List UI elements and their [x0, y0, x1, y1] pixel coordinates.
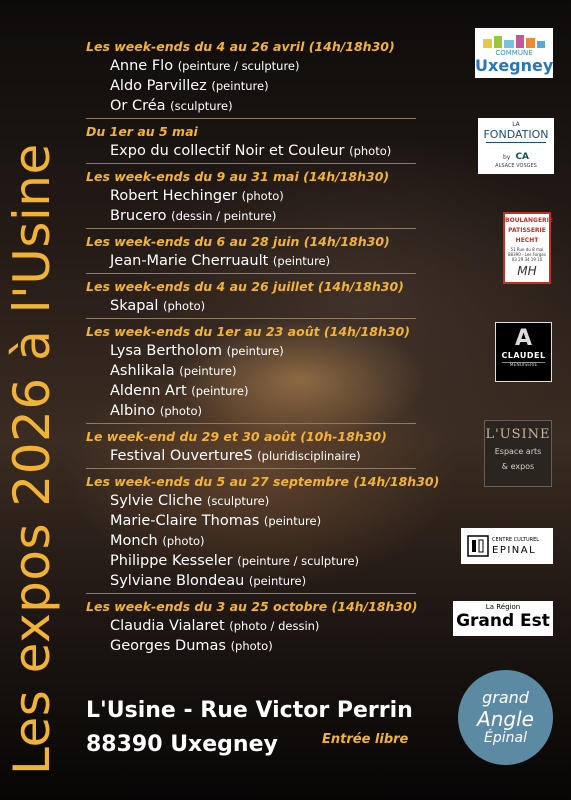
artist-medium: (photo): [230, 639, 273, 653]
artist-medium: (photo): [159, 404, 203, 418]
artist-name: Lysa Bertholom: [110, 343, 222, 359]
boulangerie-hecht-logo: [503, 212, 554, 284]
section-octobre: [86, 598, 456, 656]
claudel-menuiserie-logo: [495, 322, 552, 382]
artist-entry: [110, 446, 456, 466]
artist-medium: (peinture / sculpture): [237, 554, 360, 568]
artist-entry: [110, 491, 456, 511]
artist-name: Robert Hechinger: [110, 188, 237, 204]
section-heading: Du 1er au 5 mai: [86, 124, 198, 139]
uxegney-logo: [475, 28, 553, 78]
village-roofs-icon: [481, 32, 547, 48]
section-heading: Les week-ends du 5 au 27 septembre (14h/18h30): [86, 474, 440, 489]
artist-name: Anne Flo: [110, 58, 174, 74]
artist-medium: (peinture): [263, 514, 322, 528]
usine-sub2: & expos: [501, 462, 535, 471]
artist-entry: [110, 571, 456, 591]
artist-name: Monch: [110, 533, 158, 549]
fondation-by: by: [502, 154, 511, 161]
artist-medium: (photo): [162, 534, 205, 548]
artist-name: Ashlikala: [110, 363, 175, 379]
artist-name: Aldo Parvillez: [110, 78, 207, 94]
divider: [86, 273, 416, 274]
usine-name: L'USINE: [485, 427, 551, 442]
artist-name: Brucero: [110, 208, 167, 224]
section-heading: Les week-ends du 1er au 23 août (14h/18h30): [86, 324, 410, 339]
artist-medium: (sculpture): [170, 99, 233, 113]
boulangerie-line3: HECHT: [515, 237, 539, 244]
artist-medium: (photo): [349, 144, 392, 158]
section-avril: [86, 38, 456, 116]
artist-medium: (peinture): [248, 574, 307, 588]
grand-angle-l3: Épinal: [484, 730, 527, 746]
free-entry-note: Entrée libre: [322, 732, 409, 747]
divider: [86, 228, 416, 229]
artist-name: Claudia Vialaret: [110, 618, 225, 634]
boulangerie-signature: MH: [517, 264, 537, 278]
fondation-ca-logo: [478, 118, 554, 174]
section-heading: Les week-ends du 4 au 26 avril (14h/18h30): [86, 39, 395, 54]
fondation-sub: ALSACE VOSGES: [495, 163, 537, 169]
artist-name: Aldenn Art: [110, 383, 187, 399]
artist-medium: (peinture): [272, 254, 331, 268]
artist-medium: (peinture): [211, 79, 269, 93]
centre-culturel-epinal-logo: [461, 528, 553, 564]
region-grand-est-logo: [453, 601, 553, 636]
region-line1: La Région: [485, 603, 521, 611]
artist-entry: [110, 251, 456, 271]
venue-town: 88390 Uxegney: [86, 732, 278, 757]
section-septembre: [86, 473, 456, 591]
artist-entry: [110, 361, 456, 381]
boulangerie-line1: BOULANGERIE: [505, 217, 554, 224]
artist-entry: [110, 341, 456, 361]
section-heading: Le week-end du 29 et 30 août (10h-18h30): [86, 429, 387, 444]
boulangerie-line2: PATISSERIE: [508, 227, 546, 234]
grand-angle-epinal-logo: [458, 670, 553, 765]
artist-name: Jean-Marie Cherruault: [110, 253, 269, 269]
boulangerie-addr3: 03 29 34 19 10: [511, 257, 543, 262]
divider: [486, 142, 546, 143]
usine-logo: [484, 420, 552, 487]
claudel-sub: MENUISERIE: [502, 362, 545, 368]
artist-entry: [110, 511, 456, 531]
artist-name: Albino: [110, 403, 156, 419]
artist-name: Philippe Kesseler: [110, 553, 233, 569]
artist-entry: [110, 206, 456, 226]
fondation-la: LA: [512, 121, 520, 128]
artist-name: Skapal: [110, 298, 159, 314]
divider: [86, 593, 416, 594]
venue-address: L'Usine - Rue Victor Perrin: [86, 698, 413, 723]
credit-agricole-mark: CA: [515, 152, 530, 162]
artist-medium: (photo): [162, 299, 206, 313]
boulangerie-addr2: 88390 - Les Forges: [508, 252, 546, 257]
artist-entry: [110, 96, 456, 116]
uxegney-name: Uxegney: [475, 56, 554, 75]
artist-name: Sylvie Cliche: [110, 493, 203, 509]
uxegney-commune-label: COMMUNE: [495, 49, 533, 57]
artist-name: Festival OuvertureS: [110, 448, 253, 464]
artist-entry: [110, 186, 456, 206]
artist-name: Or Créa: [110, 98, 166, 114]
centre-line2: EPINAL: [492, 545, 537, 556]
artist-entry: [110, 56, 456, 76]
section-heading: Les week-ends du 9 au 31 mai (14h/18h30): [86, 169, 390, 184]
artist-name: Georges Dumas: [110, 638, 226, 654]
fondation-name: FONDATION: [483, 128, 549, 141]
vertical-title: Les expos 2026 à l'Usine: [3, 143, 61, 775]
section-juin: [86, 233, 456, 271]
artist-entry: [110, 141, 456, 161]
section-heading: Les week-ends du 4 au 26 juillet (14h/18h30): [86, 279, 404, 294]
artist-entry: [110, 401, 456, 421]
boulangerie-address: [505, 247, 549, 262]
divider: [86, 163, 416, 164]
section-mai: [86, 168, 456, 226]
artist-medium: (sculpture): [206, 494, 270, 508]
section-mai-collectif: [86, 123, 456, 161]
artist-medium: (photo): [241, 189, 284, 203]
section-juillet: [86, 278, 456, 316]
artist-entry: [110, 636, 456, 656]
claudel-name: CLAUDEL: [501, 351, 546, 360]
artist-medium: (photo / dessin): [229, 619, 320, 633]
artist-medium: (dessin / peinture): [171, 209, 277, 223]
artist-medium: (peinture): [179, 364, 237, 378]
claudel-a-mark: A: [514, 326, 533, 351]
artist-entry: [110, 531, 456, 551]
artist-name: Marie-Claire Thomas: [110, 513, 260, 529]
section-heading: Les week-ends du 6 au 28 juin (14h/18h30): [86, 234, 390, 249]
region-line2: Grand Est: [456, 611, 550, 631]
artist-medium: (peinture): [226, 344, 284, 358]
artist-entry: [110, 76, 456, 96]
divider: [86, 318, 416, 319]
grand-angle-l1: grand: [482, 688, 529, 707]
centre-culturel-symbol-icon: [467, 534, 489, 558]
centre-line1: CENTRE CULTUREL: [492, 537, 540, 543]
artist-entry: [110, 551, 456, 571]
artist-entry: [110, 296, 456, 316]
artist-entry: [110, 381, 456, 401]
divider: [86, 468, 416, 469]
section-aout: [86, 323, 456, 421]
divider: [86, 423, 416, 424]
artist-name: Expo du collectif Noir et Couleur: [110, 143, 345, 159]
usine-sub1: Espace arts: [494, 447, 542, 456]
section-heading: Les week-ends du 3 au 25 octobre (14h/18h30): [86, 599, 418, 614]
boulangerie-addr1: 51 Rue du 8 mai: [510, 247, 544, 252]
artist-medium: (pluridisciplinaire): [257, 449, 361, 463]
exhibition-program: [86, 38, 456, 656]
artist-medium: (peinture / sculpture): [177, 59, 300, 73]
artist-name: Sylviane Blondeau: [110, 573, 245, 589]
divider: [86, 118, 416, 119]
artist-medium: (peinture): [191, 384, 249, 398]
artist-entry: [110, 616, 456, 636]
grand-angle-l2: Angle: [477, 707, 534, 731]
section-festival: [86, 428, 456, 466]
